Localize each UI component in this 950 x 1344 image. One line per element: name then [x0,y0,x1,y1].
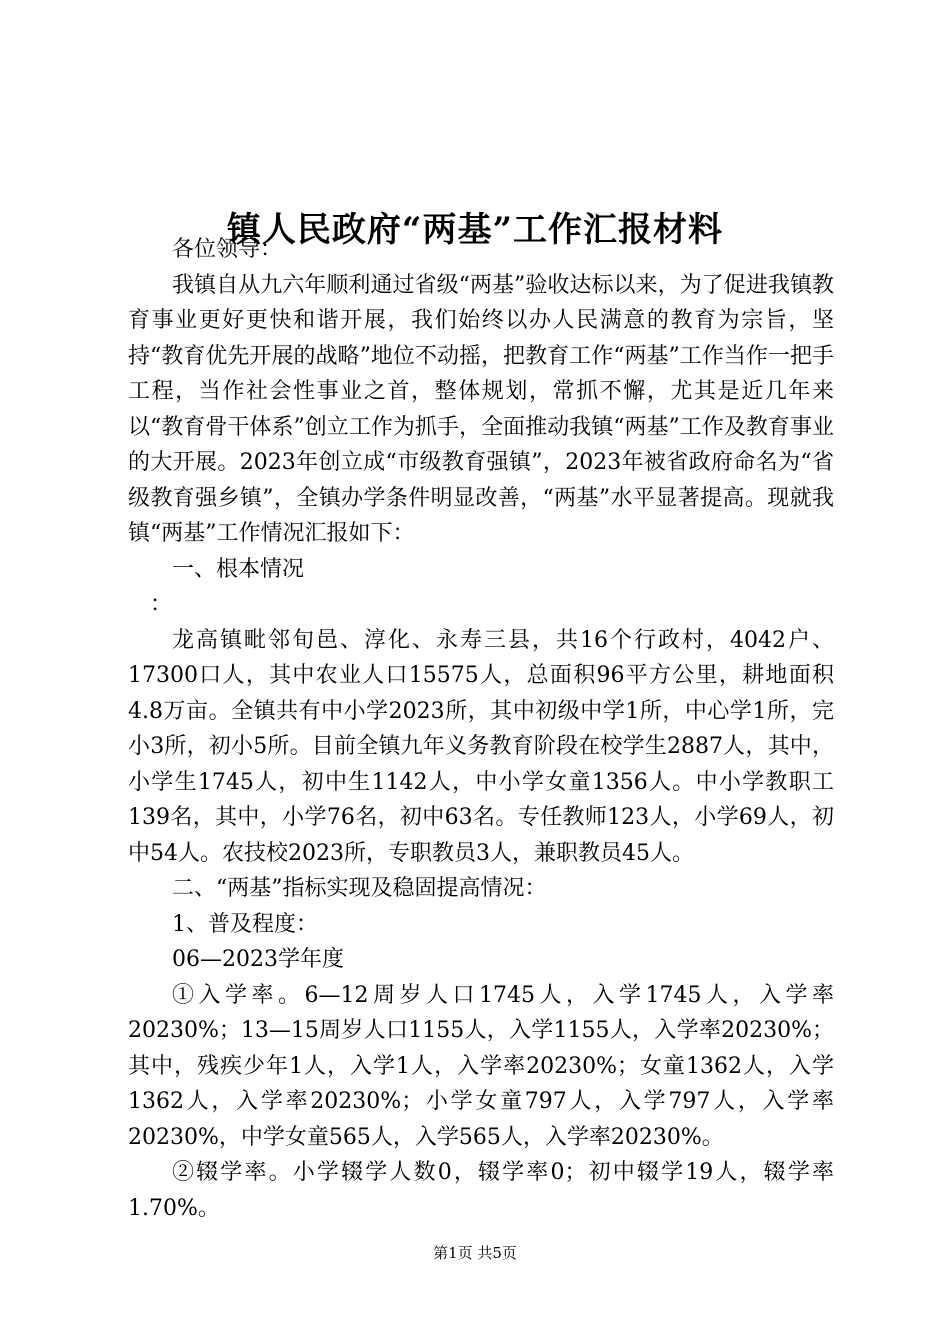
colon-line: ： [150,592,173,617]
section-heading-basic-situation: 一、根本情况 [172,556,305,582]
document-title: 镇人民政府“两基”工作汇报材料 [226,209,724,250]
basic-situation-paragraph: 龙高镇毗邻旬邑、淳化、永寿三县，共16个行政村，4042户、17300口人，其中农业人口15575人，总面积96平方公里，耕地面积4.8万亩。全镇共有中小学2023所，其中初级中学1所，中心学1所，完小3所，初小5所。目前全镇九年义务教育阶段在校学生2887人，其中，小学生1745人，初中生1142人，中小学女童1356人。中小学教职工139名，其中，小学76名，初中63名。专任教师123人，小学69人，初中54人。农技校2023所，专职教员3人，兼职教员45人。 [128,627,834,866]
page-footer: 第1页 共5页 [433,1244,517,1262]
salutation: 各位领导： [172,237,283,262]
document-body [128,232,834,1226]
school-year-line: 06—2023学年度 [172,947,344,972]
subheading-popularization: 1、普及程度： [172,911,318,937]
dropout-rate-paragraph: ②辍学率。小学辍学人数0，辍学率0；初中辍学19人，辍学率1.70%。 [128,1160,834,1221]
section-heading-indicators: 二、“两基”指标实现及稳固提高情况： [172,876,547,901]
intro-paragraph: 我镇自从九六年顺利通过省级“两基”验收达标以来，为了促进我镇教育事业更好更快和谐开展，我们始终以办人民满意的教育为宗旨，坚持“教育优先开展的战略”地位不动摇，把教育工作“两基”工作当作一把手工程，当作社会性事业之首，整体规划，常抓不懈，尤其是近几年来以“教育骨干体系”创立工作为抓手，全面推动我镇“两基”工作及教育事业的大开展。2023年创立成“市级教育强镇”，2023年被省政府命名为“省级教育强乡镇”，全镇办学条件明显改善，“两基”水平显著提高。现就我镇“两基”工作情况汇报如下： [128,272,834,546]
enrollment-rate-paragraph: ①入学率。6—12周岁人口1745人，入学1745人，入学率20230%；13—15周岁人口1155人，入学1155人，入学率20230%；其中，残疾少年1人，入学1人，入学率20230%；女童1362人，入学1362人，入学率20230%；小学女童797人，入学797人，入学率20230%，中学女童565人，入学565人，入学率20230%。 [128,982,834,1150]
